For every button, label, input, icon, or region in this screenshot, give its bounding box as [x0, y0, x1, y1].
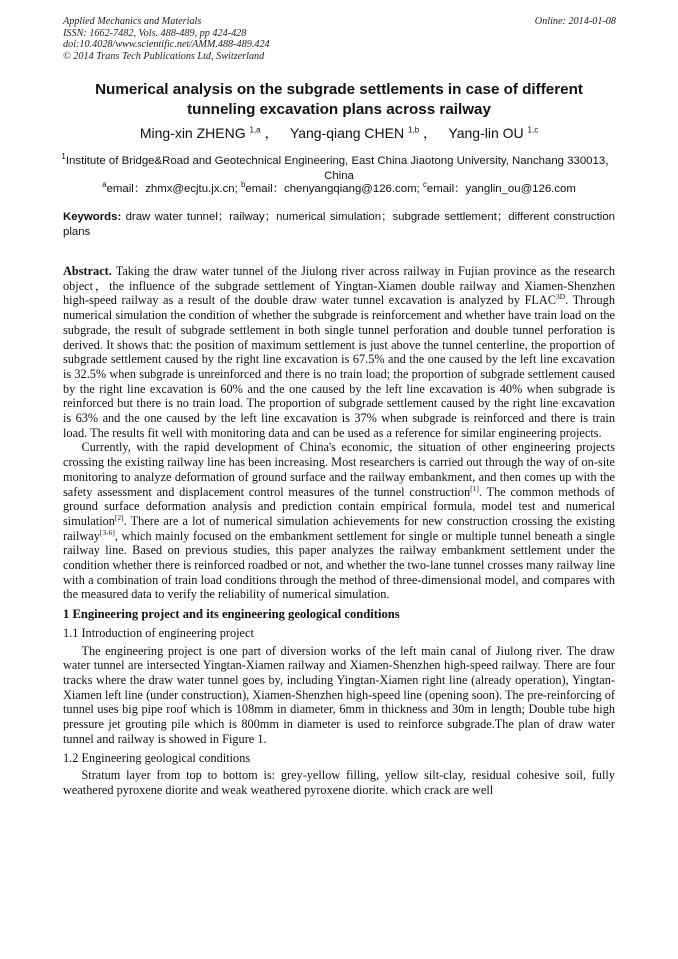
author-affil-sup: 1,c	[527, 125, 539, 135]
author-affil-sup: 1,a	[249, 125, 261, 135]
intro-text: . The common methods of ground surface deformation analysis and prediction contain empirical formula, model test and numerical simulation	[63, 484, 615, 528]
email-address: email：chenyangqiang@126.com;	[245, 183, 423, 195]
paper-title: Numerical analysis on the subgrade settlements in case of different tunneling excavation plans across railway	[95, 81, 583, 118]
email-sup: c	[422, 180, 427, 190]
subsection-heading: 1.2 Engineering geological conditions	[63, 750, 251, 765]
email-sup: a	[102, 180, 107, 190]
author-name: Yang-qiang CHEN	[289, 125, 405, 141]
abstract-text-cont: . Through numerical simulation the condition of whether the subgrade is reinforcement and whether have train load on the subgrade, the result of subgrade settlement in both single tunnel perforation and double tunnel perforation is derived. It shows that: the position of maximum settlement is just above the tunnel centerline, the proportion of subgrade settlement caused by the right line excavation is 67.5% and the one caused by the left line excavation is 32.5% when subgrade is unreinforced and there is no train load; the proportion of subgrade settlement caused by the right line excavation is 60% and the one caused by the left line excavation is 40% when subgrade is reinforced but there is no train load. The proportion of subgrade settlement caused by the right line excavation is 63% and the one caused by the left line excavation is 37% when subgrade is reinforced and there is train load. The results fit well with monitoring data and can be used as a reference for similar engineering projects.	[63, 293, 615, 440]
keywords-text: draw water tunnel；railway；numerical simulation；subgrade settlement；different construction plans	[63, 211, 615, 238]
journal-name: Applied Mechanics and Materials	[63, 16, 202, 27]
citation: [3-6]	[99, 527, 115, 537]
section-heading: 1 Engineering project and its engineering geological conditions	[63, 607, 400, 622]
abstract-label: Abstract.	[63, 264, 112, 278]
copyright-line: © 2014 Trans Tech Publications Ltd, Switzerland	[63, 50, 265, 62]
paper-body	[63, 264, 615, 798]
author-affil-sup: 1,b	[407, 125, 420, 135]
email-address: email：yanglin_ou@126.com	[426, 183, 576, 195]
author-name: Ming-xin ZHENG	[139, 125, 246, 141]
doi-line: doi:10.4028/www.scientific.net/AMM.488-489.424	[63, 39, 270, 51]
author-list	[60, 123, 618, 143]
affiliation	[60, 149, 618, 184]
intro-paragraph	[63, 440, 615, 602]
author-separator: ，	[264, 125, 279, 141]
author-separator: ，	[422, 125, 437, 141]
email-address: email：zhmx@ecjtu.jx.cn;	[106, 183, 241, 195]
affiliation-sup: 1	[61, 152, 66, 161]
citation: [2]	[114, 512, 124, 522]
intro-text: Currently, with the rapid development of China's economic, the situation of other engineering projects crossing the existing railway line has been increasing. Most researchers is carried out through the way of on-site monitoring to analyze deformation of ground surface and the railway embankment, and then comes up with the safety assessment and displacement control measures of the tunnel construction	[63, 440, 615, 499]
keywords-label: Keywords:	[63, 211, 122, 223]
intro-text: , which mainly focused on the embankment settlement for single or multiple tunnel beneath a single railway line. Based on previous studies, this paper analyzes the railway embankment settlement under the condition whether there is reinforced roadbed or not, and whether the two-lane tunnel crosses many railway line with a combination of train load conditions through the method of three-dimensional model, and compares with the measured data to verify the reliability of numerical simulation.	[63, 528, 615, 602]
journal-header	[63, 16, 270, 62]
keywords	[63, 210, 615, 240]
author-name: Yang-lin OU	[448, 125, 524, 141]
subsection-heading: 1.1 Introduction of engineering project	[63, 625, 254, 640]
email-list	[60, 180, 618, 196]
citation: [1]	[470, 483, 479, 493]
online-date: Online: 2014-01-08	[534, 16, 616, 27]
flac-superscript: 3D	[556, 292, 566, 302]
abstract-paragraph	[63, 264, 615, 440]
email-sup: b	[240, 180, 246, 190]
issn-line: ISSN: 1662-7482, Vols. 488-489, pp 424-428	[63, 27, 247, 39]
project-paragraph: The engineering project is one part of diversion works of the left main canal of Jiulong river. The draw water tunnel are intersected Yingtan-Xiamen railway and Xiamen-Shenzhen high-speed railway. There are four tracks where the draw water tunnel goes by, including Yingtan-Xiamen right line (already operation), Yingtan-Xiamen left line (under construction), Xiamen-Shenzhen high-speed line (opening soon). The pre-reinforcing of tunnel uses big pipe roof which is 108mm in diameter, 6mm in thickness and 30m in length; Double tube high pressure jet grouting pile which is 800mm in diameter is used to reinforce subgrade.The plan of draw water tunnel and railway is showed in Figure 1.	[63, 643, 615, 746]
abstract-text: Taking the draw water tunnel of the Jiulong river across railway in Fujian province as the research object，the influence of the subgrade settlement of Yingtan-Xiamen double railway and Xiamen-Shenzhen high-speed railway as a result of the double draw water tunnel excavation is analyzed by FLAC	[63, 264, 615, 308]
intro-text: . There are a lot of numerical simulation achievements for new construction crossing the existing railway	[63, 513, 615, 543]
affiliation-text: Institute of Bridge&Road and Geotechnical Engineering, East China Jiaotong University, Nanchang 330013，China	[65, 154, 617, 182]
geology-paragraph: Stratum layer from top to bottom is: grey-yellow filling, yellow silt-clay, residual cohesive soil, fully weathered pyroxene diorite and weak weathered pyroxene diorite. which crack are well	[63, 768, 615, 797]
